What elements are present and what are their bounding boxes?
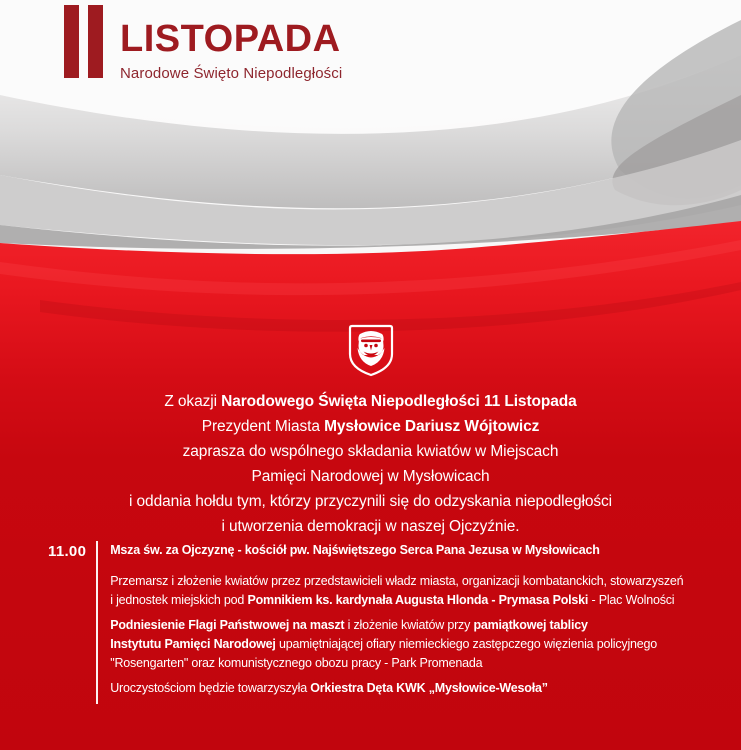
schedule-event: [110, 679, 683, 698]
text-segment: Msza św. za Ojczyznę - kościół pw. Najświętszego Serca Pana Jezusa w Mysłowicach: [110, 543, 600, 557]
text-segment: i jednostek miejskich pod: [110, 593, 248, 607]
text-segment: pamiątkowej tablicy: [473, 618, 588, 632]
schedule-event: [110, 616, 683, 673]
invitation-line: [0, 464, 741, 489]
text-segment: Pomnikiem ks. kardynała Augusta Hlonda - Prymasa Polski: [247, 593, 589, 607]
text-segment: i złożenie kwiatów przy: [344, 618, 474, 632]
logo-text-block: [120, 5, 342, 82]
logo-subtitle: Narodowe Święto Niepodległości: [120, 65, 343, 82]
event-line: [110, 635, 683, 654]
schedule-time: 11.00: [48, 543, 87, 560]
event-line: [110, 591, 683, 610]
invitation-line: [0, 414, 741, 439]
event-line: [110, 541, 683, 560]
text-segment: Prezydent Miasta: [201, 418, 325, 435]
text-segment: i utworzenia demokracji w naszej Ojczyźnie.: [221, 518, 520, 535]
text-segment: i oddania hołdu tym, którzy przyczynili się do odzyskania niepodległości: [128, 493, 613, 510]
text-segment: Instytutu Pamięci Narodowej: [110, 637, 276, 651]
logo-title: LISTOPADA: [120, 18, 341, 60]
text-segment: Z okazji: [164, 393, 222, 410]
invitation-line: [0, 489, 741, 514]
text-segment: zaprasza do wspólnego składania kwiatów w Miejscach: [182, 443, 559, 460]
text-segment: Przemarsz i złożenie kwiatów przez przedstawicieli władz miasta, organizacji kombatanckich, stowarzyszeń: [110, 574, 684, 588]
text-segment: Orkiestra Dęta KWK „Mysłowice-Wesoła”: [310, 681, 548, 695]
schedule-events: [110, 541, 683, 704]
invitation-line: [0, 439, 741, 464]
logo-bar-icon: [88, 5, 103, 78]
text-segment: Podniesienie Flagi Państwowej na maszt: [110, 618, 345, 632]
event-line: [110, 654, 683, 673]
text-segment: "Rosengarten" oraz komunistycznego obozu pracy - Park Promenada: [110, 656, 483, 670]
schedule-event: [110, 572, 683, 610]
schedule-event: [110, 541, 683, 560]
event-schedule: [48, 541, 683, 704]
vertical-divider: [96, 541, 98, 704]
invitation-line: [0, 514, 741, 539]
text-segment: - Plac Wolności: [588, 593, 675, 607]
text-segment: Uroczystościom będzie towarzyszyła: [110, 681, 311, 695]
invitation-text: [0, 389, 741, 539]
event-line: [110, 679, 683, 698]
myslowice-coat-of-arms-icon: [347, 324, 395, 378]
text-segment: Narodowego Święta Niepodległości 11 Listopada: [221, 393, 577, 410]
event-line: [110, 572, 683, 591]
logo-bar-icon: [64, 5, 79, 78]
text-segment: upamiętniającej ofiary niemieckiego zastępczego więzienia policyjnego: [275, 637, 658, 651]
header-logo: [64, 5, 342, 82]
text-segment: Pamięci Narodowej w Mysłowicach: [251, 468, 490, 485]
event-line: [110, 616, 683, 635]
invitation-line: [0, 389, 741, 414]
text-segment: Mysłowice Dariusz Wójtowicz: [324, 418, 540, 435]
